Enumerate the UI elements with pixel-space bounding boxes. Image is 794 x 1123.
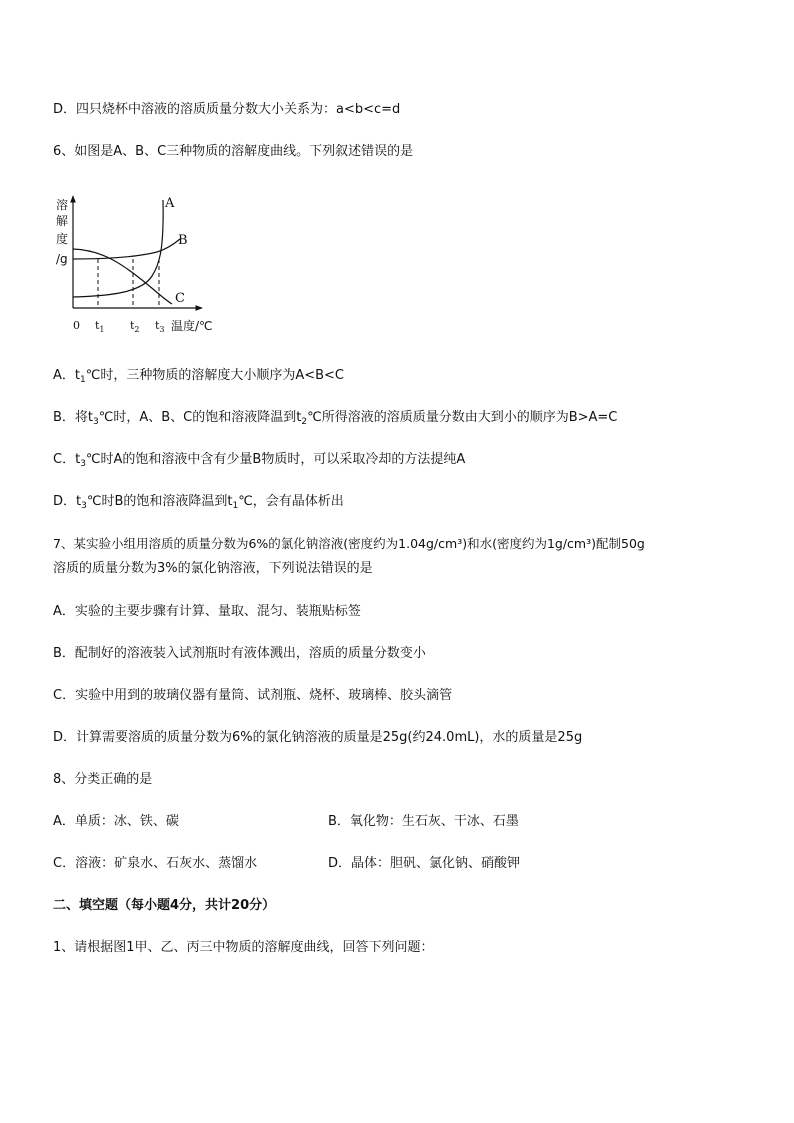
y-label-2: 解 (56, 214, 69, 228)
curve-c-label: C (175, 291, 185, 306)
curve-a-label: A (165, 196, 175, 211)
x-label: 温度/℃ (171, 319, 213, 333)
y-label-3: 度 (56, 232, 69, 246)
q7-option-d: D．计算需要溶质的质量分数为6%的氯化钠溶液的质量是25g(约24.0mL)，水的质量是25g (53, 730, 583, 745)
q7-stem-line2: 溶质的质量分数为3%的氯化钠溶液，下列说法错误的是 (53, 561, 373, 576)
t2-label: $t_2$ (130, 319, 140, 334)
q8-option-d: D．晶体：胆矾、氯化钠、硝酸钾 (328, 856, 521, 871)
q6-option-a: A．$t_1℃$时，三种物质的溶解度大小顺序为A<B<C (53, 368, 345, 385)
q6-option-c: C．$t_3℃$时A的饱和溶液中含有少量B物质时，可以采取冷却的方法提纯A (53, 452, 466, 469)
q7-option-c: C．实验中用到的玻璃仪器有量筒、试剂瓶、烧杯、玻璃棒、胶头滴管 (53, 688, 453, 703)
y-label-4: /g (56, 252, 68, 266)
section-2-heading: 二、填空题（每小题4分，共计20分） (53, 898, 276, 913)
q6-option-d: D．$t_3℃$时B的饱和溶液降温到$t_1℃$，会有晶体析出 (53, 494, 344, 511)
t3-label: $t_3$ (155, 319, 165, 334)
curve-b (73, 239, 180, 259)
q8-option-c: C．溶液：矿泉水、石灰水、蒸馏水 (53, 856, 258, 871)
q8-option-b: B．氧化物：生石灰、干冰、石墨 (328, 814, 519, 829)
solubility-curve-figure (52, 192, 232, 337)
y-label-1: 溶 (56, 198, 69, 212)
q7-stem-line1: 7、某实验小组用溶质的质量分数为6%的氯化钠溶液(密度约为1.04g/cm³)和水(密度约为1g/cm³)配制50g (53, 536, 645, 551)
curve-a (73, 200, 163, 297)
q7-option-b: B．配制好的溶液装入试剂瓶时有液体溅出，溶质的质量分数变小 (53, 646, 426, 661)
fill-question-1: 1、请根据图1甲、乙、丙三中物质的溶解度曲线，回答下列问题： (53, 940, 434, 955)
q8-option-a: A．单质：冰、铁、碳 (53, 814, 179, 829)
q8-stem: 8、分类正确的是 (53, 772, 153, 787)
q6-option-b: B．将$t_3℃$时，A、B、C的饱和溶液降温到$t_2℃$所得溶液的溶质质量分数由大到小的顺序为B>A=C (53, 410, 618, 427)
q5-option-d: D．四只烧杯中溶液的溶质质量分数大小关系为：a<b<c=d (53, 102, 401, 117)
q6-stem: 6、如图是A、B、C三种物质的溶解度曲线。下列叙述错误的是 (53, 144, 414, 159)
q7-option-a: A．实验的主要步骤有计算、量取、混匀、装瓶贴标签 (53, 604, 361, 619)
origin-label: 0 (73, 319, 80, 332)
curve-b-label: B (178, 233, 188, 248)
t1-label: $t_1$ (95, 319, 105, 334)
